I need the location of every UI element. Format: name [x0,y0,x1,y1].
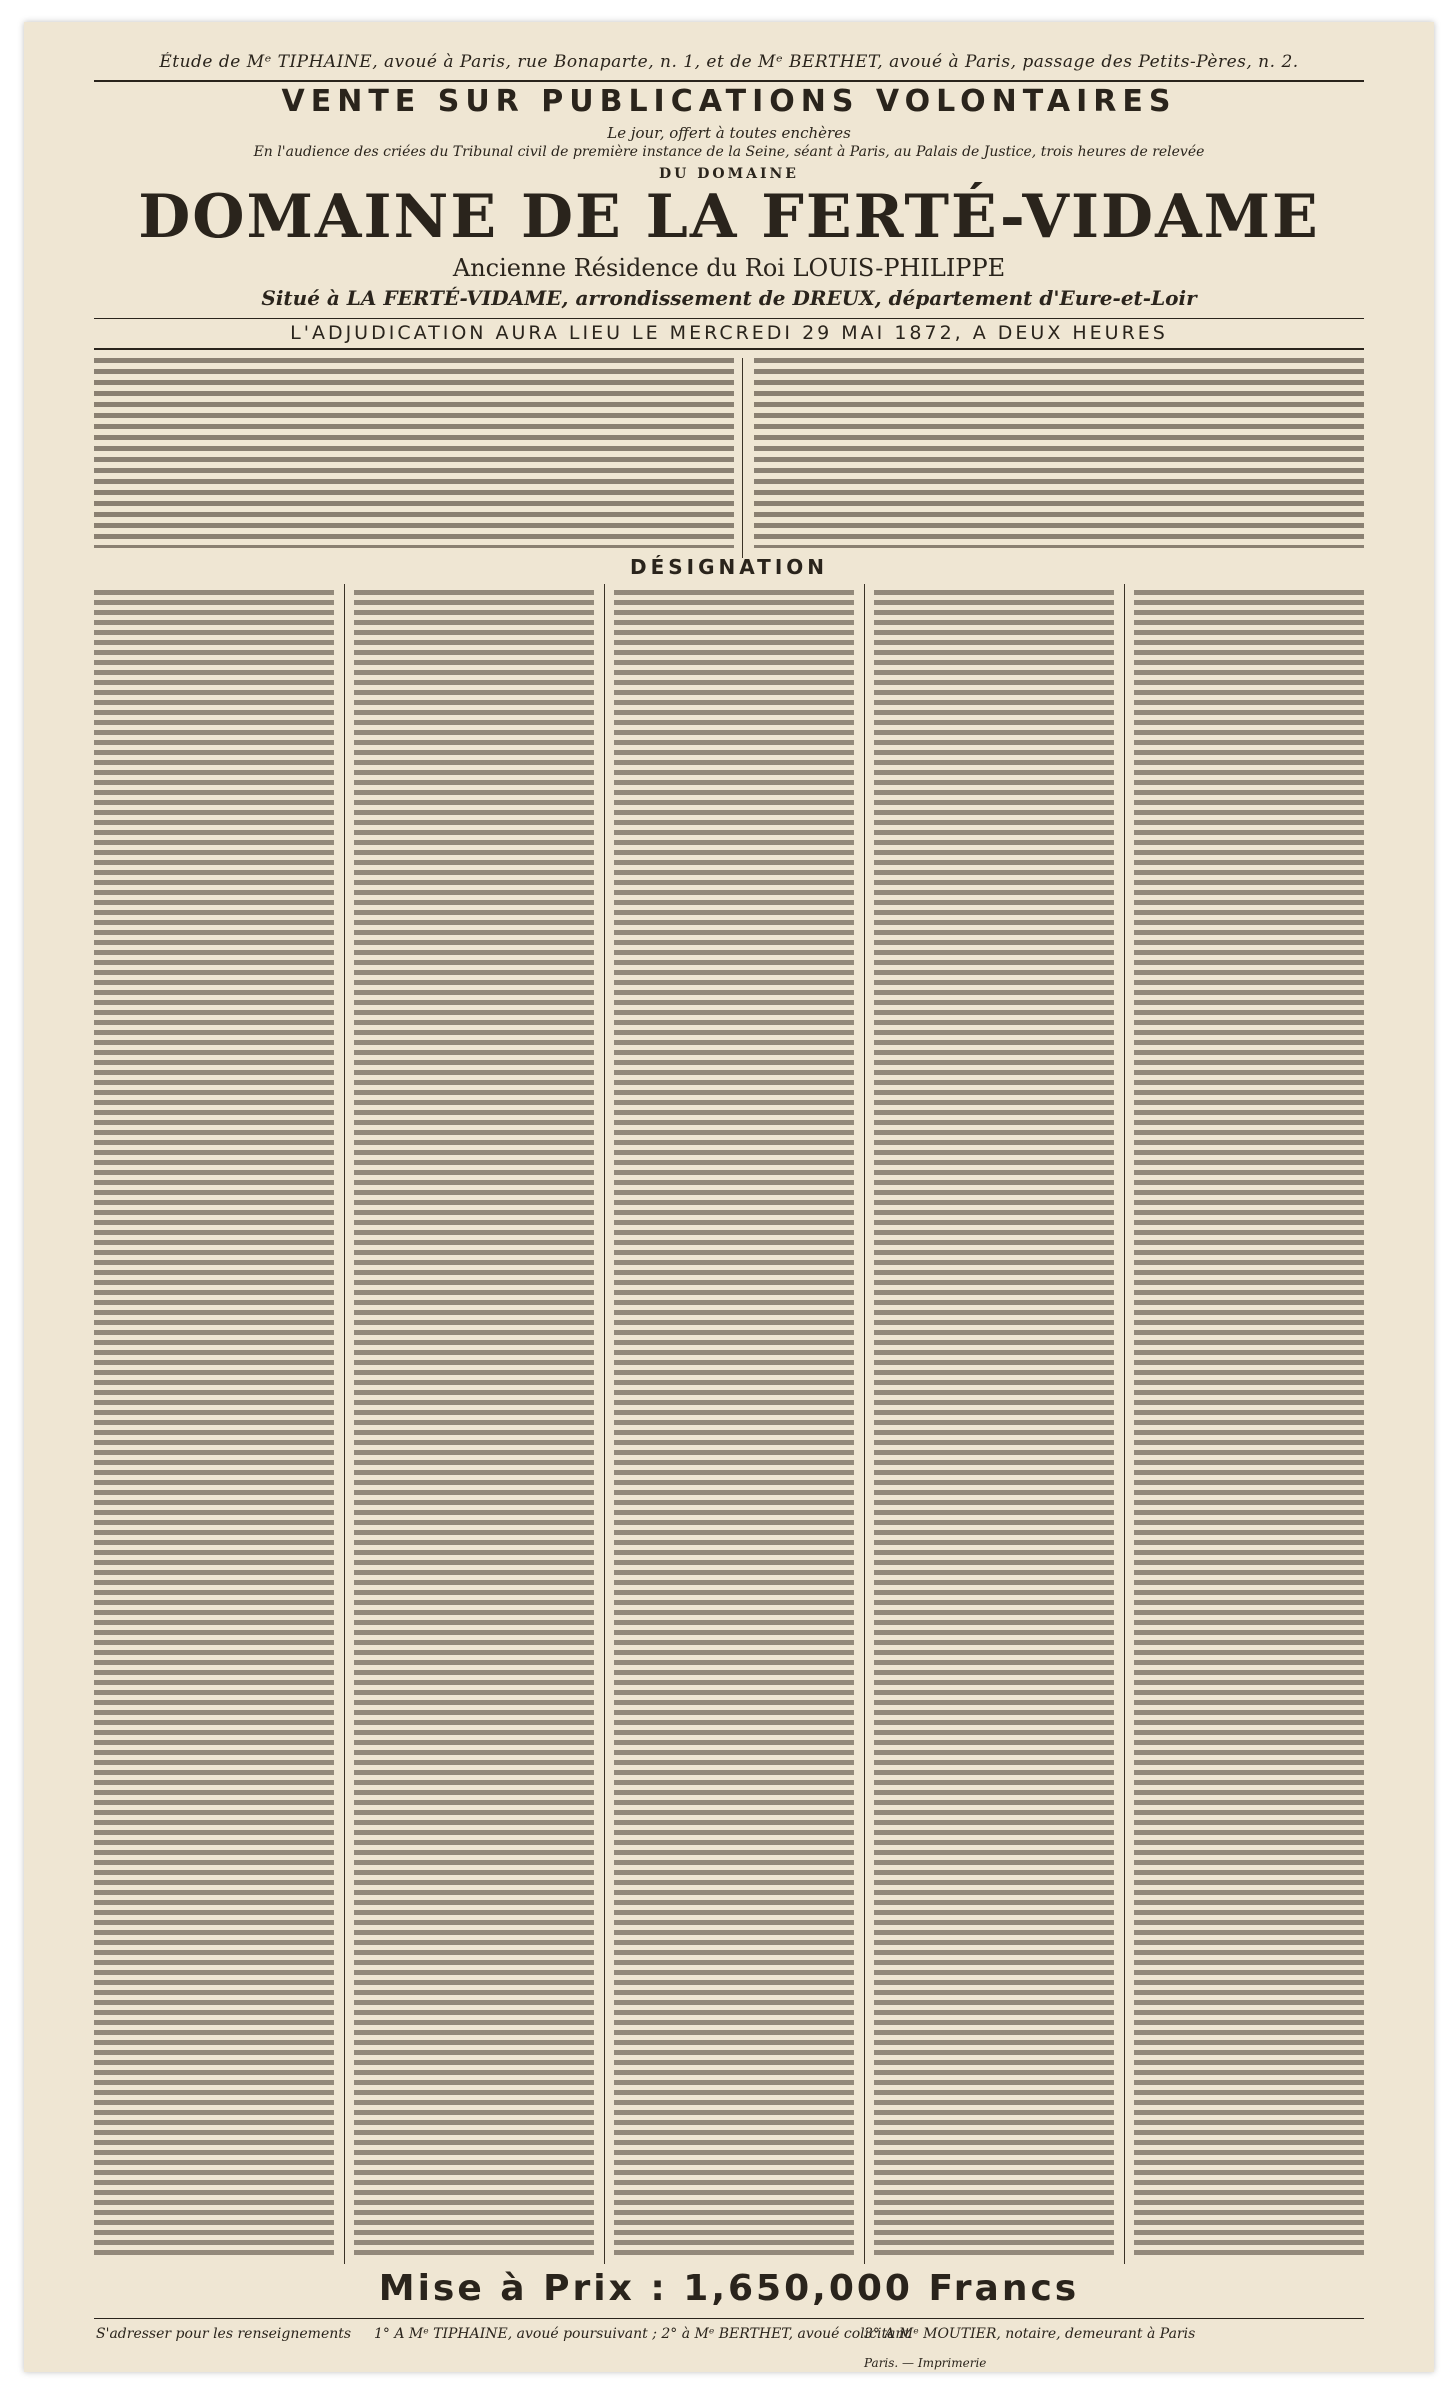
column-rule [604,584,605,2264]
footer-contact-middle: 1° A Mᵉ TIPHAINE, avoué poursuivant ; 2° à Mᵉ BERTHET, avoué colicitant [374,2326,911,2342]
column-rule [864,584,865,2264]
subheading-line-1: Le jour, offert à toutes enchères [607,124,851,142]
title-rule [94,318,1364,319]
text-column-2 [354,590,594,2258]
column-rule [344,584,345,2264]
attorney-header-line: Étude de Mᵉ TIPHAINE, avoué à Paris, rue Bonaparte, n. 1, et de Mᵉ BERTHET, avoué à Paris, passage des Petits-Pères, n. 2. [159,52,1299,72]
adjudication-rule [94,348,1364,350]
text-column-5 [1134,590,1364,2258]
column-rule [1124,584,1125,2264]
subheading-line-2: En l'audience des criées du Tribunal civil de première instance de la Seine, séant à Paris, au Palais de Justice, trois heures de relevée [253,144,1205,160]
footer-contact-right: 3° A Mᵉ MOUTIER, notaire, demeurant à Paris [864,2326,1196,2342]
auction-poster [24,22,1434,2372]
subheading-line-3: DU DOMAINE [659,166,799,182]
intro-text-block-left [94,358,734,548]
starting-price: Mise à Prix : 1,650,000 Francs [378,2268,1080,2309]
intro-divider [742,358,743,558]
poster-title: DOMAINE DE LA FERTÉ-VIDAME [138,182,1320,252]
intro-text-block-right [754,358,1364,548]
footer-contact-left: S'adresser pour les renseignements [96,2326,352,2342]
sale-type-heading: VENTE SUR PUBLICATIONS VOLONTAIRES [281,84,1177,119]
text-column-3 [614,590,854,2258]
header-rule [94,80,1364,82]
footer-rule [94,2318,1364,2319]
text-column-4 [874,590,1114,2258]
text-column-1 [94,590,334,2258]
designation-heading: DÉSIGNATION [629,555,828,579]
location-line: Situé à LA FERTÉ-VIDAME, arrondissement de DREUX, département d'Eure-et-Loir [261,286,1197,310]
adjudication-date-line: L'ADJUDICATION AURA LIEU LE MERCREDI 29 MAI 1872, A DEUX HEURES [290,322,1168,344]
footer-printer-line: Paris. — Imprimerie [864,2356,987,2370]
residence-subtitle: Ancienne Résidence du Roi LOUIS-PHILIPPE [452,254,1006,282]
